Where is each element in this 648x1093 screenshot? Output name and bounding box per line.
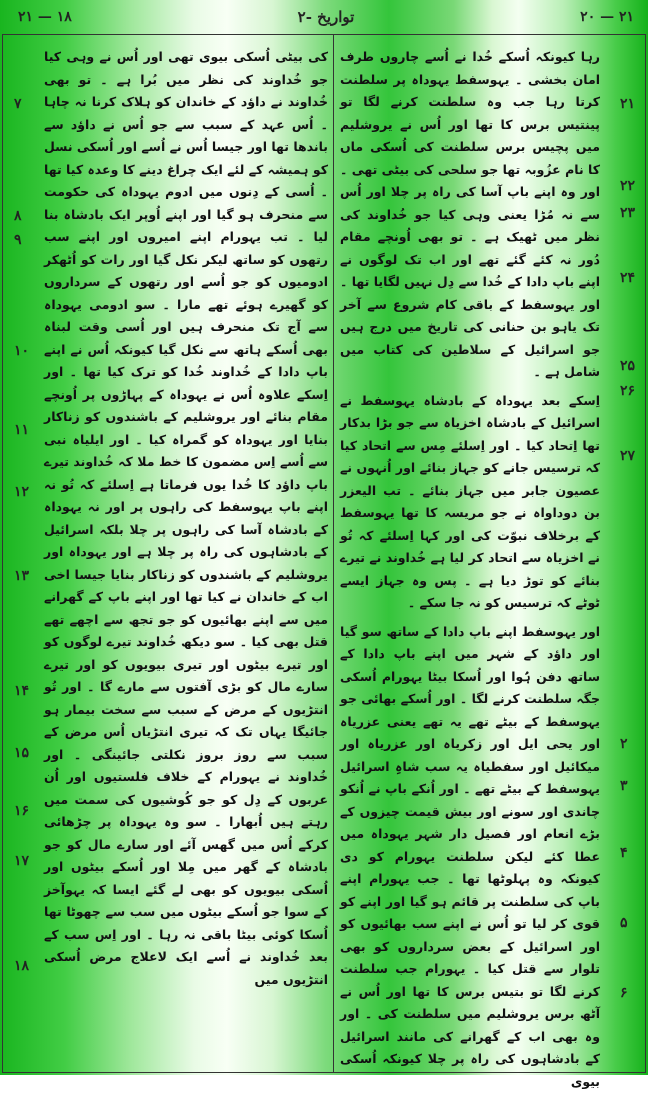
verse-number: ۱۳ bbox=[14, 568, 29, 584]
verse-number: ۱۷ bbox=[14, 853, 29, 869]
right-paragraph-1: رہا کیونکہ اُسکے خُدا نے اُسے چاروں طرف امان بخشی ۔ یہوسفط یہوداہ پر سلطنت کرتا رہا جب وہ سلطنت کرنے لگا تو پینتیس برس کا تھا اور اُس نے یروشلیم میں پچیس برس سلطنت کی اُسکی ماں کا نام عزُوبہ تھا جو سلحی کی بیٹی تھی ۔ اور وہ اپنے باپ آسا کی راہ پر چلا اور اُس سے نہ مُڑا یعنی وہی کیا جو خُداوند کی نظر میں ٹھیک ہے ۔ تو بھی اُونچے مقام دُور نہ کئے گئے تھے اور اب تک لوگوں نے اپنے باپ دادا کے خُدا سے دِل نہیں لگایا تھا ۔ اور یہوسفط کے باقی کام شروع سے آخر تک یاہو بن حنانی کی تاریخ میں درج ہیں جو اسرائیل کے سلاطین کی کتاب میں شامل ہے ۔ bbox=[340, 46, 600, 384]
verse-number: ۲۷ bbox=[620, 448, 635, 464]
book-title: ۲- تواریخ bbox=[298, 8, 355, 26]
verse-number: ۲۳ bbox=[620, 205, 635, 221]
verse-number: ۲۴ bbox=[620, 270, 635, 286]
left-paragraph-1: کی بیٹی اُسکی بیوی تھی اور اُس نے وہی کیا جو خُداوند کی نظر میں بُرا ہے ۔ تو بھی خُداوند نے داؤد کے خاندان کو ہلاک کرنا نہ چاہا ۔ اُس عہد کے سبب سے جو اُس نے داؤد سے باندھا تھا اور جیسا اُس نے اُسے اور اُسکی نسل کو ہمیشہ کے لئے ایک چراغ دینے کا وعدہ کیا تھا ۔ اُسی کے دِنوں میں ادوم یہوداہ کی حکومت سے منحرف ہو گیا اور اپنے اُوپر ایک بادشاہ بنا لیا ۔ تب یہورام اپنے امیروں اور اپنے سب رتھوں کو ساتھ لیکر نکل گیا اور رات کو اُٹھکر ادومیوں کو جو اُسے اور رتھوں کے سرداروں کو گھیرے ہوئے تھے مارا ۔ سو ادومی یہوداہ سے آج تک منحرف ہیں اور اُسی وقت لبناہ بھی اُسکے ہاتھ سے نکل گیا کیونکہ اُس نے اپنے باپ دادا کے خُداوند خُدا کو ترک کیا تھا ۔ اور اِسکے علاوہ اُس نے یہوداہ کے پہاڑوں پر اُونچے مقام بنائے اور یروشلیم کے باشندوں کو زناکار بنایا اور یہوداہ کو گمراہ کیا ۔ اور ایلیاہ نبی سے اُسے اِس مضمون کا خط ملا کہ خُداوند تیرے باپ داؤد کا خُدا یوں فرماتا ہے اِسلئے کہ تُو نہ اپنے باپ یہوسفط کی راہوں پر اور نہ یہوداہ کے بادشاہ آسا کی راہوں پر چلا بلکہ اسرائیل کے بادشاہوں کی راہ پر چلا ہے اور یہوداہ اور یروشلیم کے باشندوں کو زناکار بنایا جیسا اخی اب کے خاندان نے کیا تھا اور اپنے باپ کے گھرانے میں سے اپنے بھائیوں کو جو تجھ سے اچھے تھے قتل بھی کیا ۔ سو دیکھ خُداوند تیرے لوگوں کو اور تیرے بیٹوں اور تیری بیویوں کو اور تیرے سارے مال کو بڑی آفتوں سے مارے گا ۔ اور تُو انتڑیوں کے مرض کے سبب سے سخت بیمار ہو جائیگا یہاں تک کہ تیری انتڑیاں اُس مرض کے سبب سے روز بروز نکلتی جائینگی ۔ اور خُداوند نے یہورام کے خلاف فلستیوں اور اُن عربوں کے دِل کو جو کُوشیوں کی سمت میں رہتے ہیں اُبھارا ۔ سو وہ یہوداہ پر چڑھائی کرکے اُس میں گھس آئے اور سارے مال کو جو بادشاہ کے گھر میں مِلا اور اُسکے بیٹوں اور اُسکی بیویوں کو بھی لے گئے ایسا کہ یہوآخز کے سوا جو اُسکے بیٹوں میں سب سے چھوٹا تھا اُسکا کوئی بیٹا باقی نہ رہا ۔ اور اِس سب کے بعد خُداوند نے اُسے ایک لاعلاج مرض اُسکی انتڑیوں میں bbox=[44, 46, 328, 991]
page-header bbox=[0, 0, 648, 33]
verse-number: ۱۱ bbox=[14, 422, 29, 438]
verse-number: ۴ bbox=[620, 845, 628, 861]
verse-number: ۱۲ bbox=[14, 484, 29, 500]
verse-number: ۱۶ bbox=[14, 803, 29, 819]
verse-number: ۹ bbox=[14, 232, 22, 248]
verse-number: ۱۰ bbox=[14, 343, 29, 359]
column-divider bbox=[333, 34, 334, 1073]
left-reference: ۲۱ — ۱۸ bbox=[18, 9, 72, 25]
verse-number: ۲۶ bbox=[620, 383, 635, 399]
verse-number: ۷ bbox=[14, 96, 22, 112]
verse-number: ۸ bbox=[14, 208, 22, 224]
verse-number: ۱۵ bbox=[14, 745, 29, 761]
verse-number: ۵ bbox=[620, 915, 628, 931]
verse-number: ۱۸ bbox=[14, 958, 29, 974]
right-paragraph-2: اِسکے بعد یہوداہ کے بادشاہ یہوسفط نے اسرائیل کے بادشاہ اخزیاہ سے جو بڑا بدکار تھا اِتحاد کیا ۔ اور اِسلئے مِس سے اتحاد کیا کہ ترسیس جانے کو جہاز بنائے اور اُنہوں نے عصیون جابر میں جہاز بنائے ۔ تب الیعزر بن دوداواہ نے جو مریسہ کا تھا یہوسفط کے برخلاف نبوّت کی اور کہا اِسلئے کہ تُو نے اخزیاہ سے اتحاد کر لیا ہے خُداوند نے تیرے بنائے کو توڑ دیا ہے ۔ پس وہ جہاز ایسے ٹوٹے کہ ترسیس کو نہ جا سکے ۔ bbox=[340, 390, 600, 615]
verse-number: ۶ bbox=[620, 985, 628, 1001]
verse-number: ۲۲ bbox=[620, 178, 635, 194]
verse-number: ۲۵ bbox=[620, 358, 635, 374]
left-text-column bbox=[44, 46, 328, 1066]
verse-number: ۲۱ bbox=[620, 96, 635, 112]
verse-number: ۲ bbox=[620, 736, 628, 752]
right-reference: ۲۰ — ۲۱ bbox=[580, 9, 634, 25]
verse-number: ۳ bbox=[620, 778, 628, 794]
verse-number: ۱۴ bbox=[14, 683, 29, 699]
right-paragraph-3: اور یہوسفط اپنے باپ دادا کے ساتھ سو گیا اور داؤد کے شہر میں اپنے باپ دادا کے ساتھ دفن ہُوا اور اُسکا بیٹا یہورام اُسکی جگہ سلطنت کرنے لگا ۔ اور اُسکے بھائی جو یہوسفط کے بیٹے تھے یہ تھے یعنی عزریاہ اور یحی ایل اور زکریاہ اور عزریاہ اور میکائیل اور سفطیاہ یہ سب شاہِ اسرائیل یہوسفط کے بیٹے تھے ۔ اور اُنکے باپ نے اُنکو چاندی اور سونے اور بیش قیمت چیزوں کے بڑے انعام اور فصیل دار شہر یہوداہ میں عطا کئے لیکن سلطنت یہورام کو دی کیونکہ وہ پہلوٹھا تھا ۔ جب یہورام اپنے باپ کی سلطنت پر قائم ہو گیا اور اپنے کو قوی کر لیا تو اُس نے اپنے سب بھائیوں کو اور اسرائیل کے بعض سرداروں کو بھی تلوار سے قتل کیا ۔ یہورام جب سلطنت کرنے لگا تو بتیس برس کا تھا اور اُس نے آٹھ برس یروشلیم میں سلطنت کی ۔ اور وہ بھی اب کے گھرانے کی مانند اسرائیل کے بادشاہوں کی راہ پر چلا کیونکہ اُسکی بیوی bbox=[340, 621, 600, 1093]
right-text-column bbox=[340, 46, 600, 1066]
